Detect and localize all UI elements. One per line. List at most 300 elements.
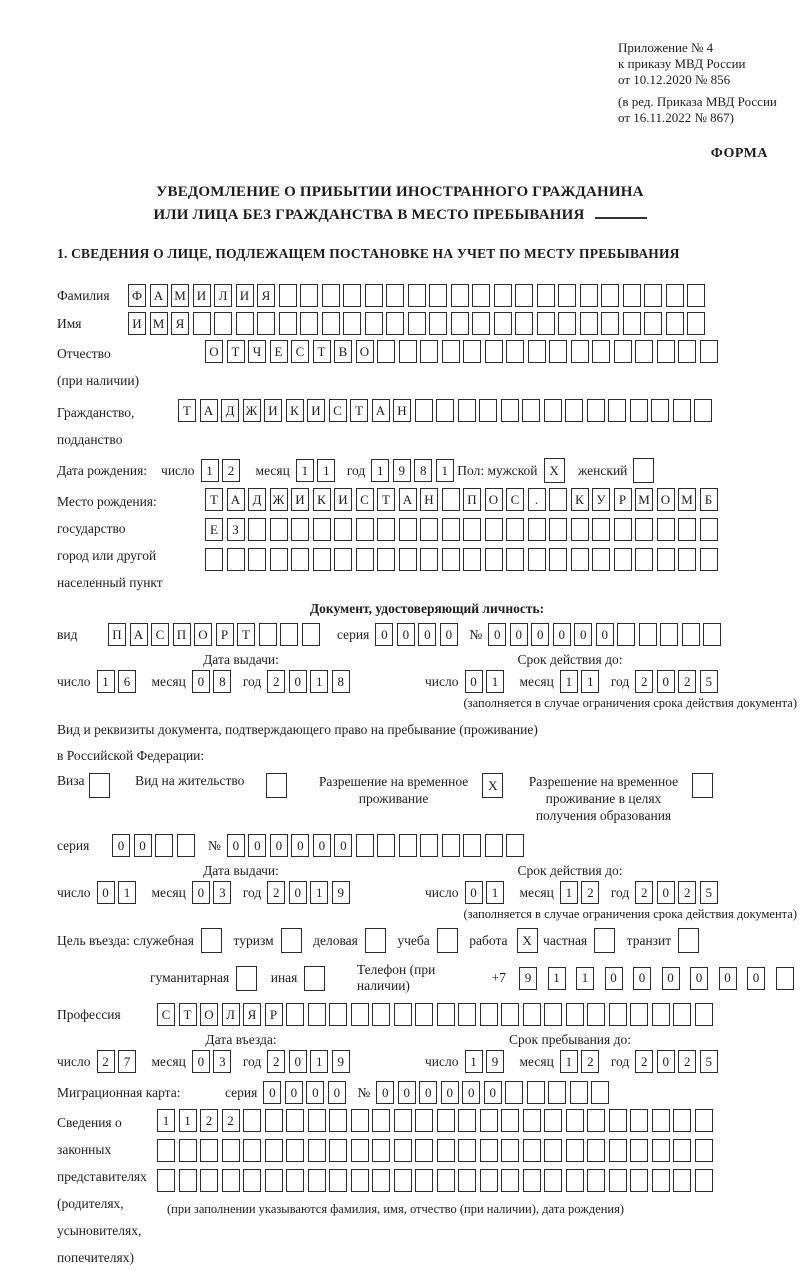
char-box <box>623 312 641 335</box>
char-box <box>463 548 481 571</box>
char-box <box>544 399 562 422</box>
patronymic-label <box>57 340 205 394</box>
char-box: Т <box>350 399 368 422</box>
stay-day-cells <box>465 1050 508 1073</box>
char-box <box>265 1109 283 1132</box>
char-box <box>408 312 426 335</box>
char-box <box>436 399 454 422</box>
char-box <box>523 1139 541 1162</box>
char-box <box>89 773 110 798</box>
char-box <box>279 312 297 335</box>
birth-month-label: месяц <box>255 462 290 478</box>
char-box: М <box>150 312 168 335</box>
char-box: . <box>528 488 546 511</box>
char-box: 5 <box>700 1050 718 1073</box>
char-box <box>537 284 555 307</box>
char-box <box>356 834 374 857</box>
purpose-business-label: деловая <box>313 932 358 948</box>
char-box <box>523 1169 541 1192</box>
char-box <box>571 548 589 571</box>
char-box: 1 <box>465 1050 483 1073</box>
char-box: М <box>635 488 653 511</box>
char-box <box>420 834 438 857</box>
char-box <box>571 518 589 541</box>
char-box <box>334 518 352 541</box>
visa-label: Виза <box>57 773 85 788</box>
char-box: 0 <box>531 623 549 646</box>
migration-series-label: серия <box>225 1084 258 1100</box>
char-box <box>408 284 426 307</box>
char-box <box>673 1003 691 1026</box>
profession-cells <box>157 1003 716 1026</box>
char-box <box>377 834 395 857</box>
field-birthplace <box>57 488 797 596</box>
char-box: О <box>356 340 374 363</box>
char-box <box>652 1139 670 1162</box>
char-box: 9 <box>519 967 537 990</box>
purpose-private-checkbox <box>587 928 619 953</box>
appendix-header <box>618 40 777 126</box>
char-box <box>399 548 417 571</box>
char-box: С <box>329 399 347 422</box>
day-label: число <box>425 1053 459 1069</box>
firstname-cells <box>128 312 709 335</box>
char-box <box>437 1109 455 1132</box>
char-box <box>609 1109 627 1132</box>
char-box: Ж <box>270 488 288 511</box>
char-box <box>700 340 718 363</box>
entry-date-header: Дата въезда: <box>205 1032 277 1047</box>
citizenship-label <box>57 399 178 453</box>
char-box <box>205 548 223 571</box>
permit-series-label: серия <box>57 837 90 853</box>
char-box: 0 <box>397 623 415 646</box>
char-box <box>308 1139 326 1162</box>
char-box: 0 <box>97 881 115 904</box>
purpose-business-checkbox <box>358 928 390 953</box>
char-box: Т <box>205 488 223 511</box>
char-box <box>442 488 460 511</box>
char-box <box>485 834 503 857</box>
char-box: 1 <box>310 881 328 904</box>
char-box: 1 <box>436 459 454 482</box>
appendix-line-1: Приложение № 4 <box>618 40 714 55</box>
char-box: 2 <box>635 1050 653 1073</box>
char-box <box>442 548 460 571</box>
char-box <box>566 1139 584 1162</box>
doc-type-label: вид <box>57 626 78 642</box>
char-box: Р <box>216 623 234 646</box>
char-box <box>458 1169 476 1192</box>
char-box <box>485 518 503 541</box>
doc-issue-month-cells <box>192 670 235 693</box>
char-box <box>570 1081 588 1104</box>
char-box <box>372 1169 390 1192</box>
char-box <box>587 1003 605 1026</box>
char-box: 0 <box>488 623 506 646</box>
field-patronymic <box>57 340 797 394</box>
char-box <box>608 399 626 422</box>
birthplace-cells <box>205 488 721 578</box>
representatives-label-line4: (родителях, <box>57 1196 124 1211</box>
char-box: Ф <box>128 284 146 307</box>
char-box: И <box>236 284 254 307</box>
char-box: 1 <box>548 967 566 990</box>
char-box: 0 <box>270 834 288 857</box>
purpose-humanitarian-label: гуманитарная <box>150 970 230 985</box>
year-label: год <box>242 1053 262 1069</box>
sex-male-label: Пол: мужской <box>457 462 538 478</box>
char-box <box>678 518 696 541</box>
char-box <box>200 1139 218 1162</box>
char-box <box>566 1109 584 1132</box>
char-box: 0 <box>134 834 152 857</box>
char-box: 2 <box>581 881 599 904</box>
char-box: С <box>151 623 169 646</box>
char-box <box>322 284 340 307</box>
char-box: 0 <box>596 623 614 646</box>
char-box <box>372 1003 390 1026</box>
doc-issue-date-header: Дата выдачи: <box>203 652 279 667</box>
char-box <box>259 623 277 646</box>
entry-day-cells <box>97 1050 140 1073</box>
char-box <box>501 1109 519 1132</box>
char-box: В <box>334 340 352 363</box>
char-box <box>329 1169 347 1192</box>
char-box <box>703 623 721 646</box>
char-box <box>201 928 222 953</box>
char-box: 0 <box>441 1081 459 1104</box>
char-box <box>687 284 705 307</box>
char-box <box>308 1003 326 1026</box>
stay-until-date <box>425 1050 721 1073</box>
representatives-row2 <box>157 1139 716 1162</box>
char-box <box>506 518 524 541</box>
purpose-official-checkbox <box>194 928 226 953</box>
birth-year-cells <box>371 459 457 482</box>
doc-number-label: № <box>469 626 483 642</box>
birth-month-cells <box>296 459 339 482</box>
char-box <box>571 340 589 363</box>
char-box <box>356 518 374 541</box>
char-box <box>666 312 684 335</box>
char-box: 9 <box>393 459 411 482</box>
char-box: 0 <box>510 623 528 646</box>
char-box: О <box>657 488 675 511</box>
char-box: X <box>517 928 538 953</box>
char-box <box>694 399 712 422</box>
char-box <box>442 518 460 541</box>
sex-female-label: женский <box>578 462 628 478</box>
char-box <box>614 340 632 363</box>
char-box <box>506 340 524 363</box>
char-box: 9 <box>332 1050 350 1073</box>
char-box <box>322 312 340 335</box>
char-box <box>415 1139 433 1162</box>
temp-permit-checkbox <box>482 773 507 798</box>
char-box: 0 <box>553 623 571 646</box>
char-box: 2 <box>267 1050 285 1073</box>
char-box <box>351 1003 369 1026</box>
char-box: 0 <box>657 670 675 693</box>
representatives-note: (при заполнении указываются фамилия, имя, отчество (при наличии), дата рождения) <box>167 1202 625 1216</box>
char-box: 0 <box>465 670 483 693</box>
surname-cells <box>128 284 709 307</box>
char-box <box>566 1169 584 1192</box>
char-box: Р <box>265 1003 283 1026</box>
char-box <box>243 1169 261 1192</box>
sex-male-checkbox <box>544 458 569 483</box>
char-box: С <box>157 1003 175 1026</box>
char-box: С <box>506 488 524 511</box>
char-box: 0 <box>462 1081 480 1104</box>
char-box <box>442 340 460 363</box>
char-box <box>652 1003 670 1026</box>
char-box: 1 <box>296 459 314 482</box>
char-box: 2 <box>200 1109 218 1132</box>
char-box: 1 <box>560 670 578 693</box>
char-box <box>257 312 275 335</box>
char-box <box>678 340 696 363</box>
char-box <box>265 1169 283 1192</box>
month-label: месяц <box>151 1053 186 1069</box>
char-box <box>527 1081 545 1104</box>
doc-valid-until <box>425 670 721 693</box>
residence-doc-heading2: в Российской Федерации: <box>57 748 205 763</box>
char-box <box>587 399 605 422</box>
month-label: месяц <box>151 673 186 689</box>
char-box <box>614 518 632 541</box>
firstname-label: Имя <box>57 315 82 331</box>
char-box <box>308 1169 326 1192</box>
representatives-label-line5: усыновителях, <box>57 1223 142 1238</box>
char-box: 1 <box>97 670 115 693</box>
char-box: У <box>592 488 610 511</box>
char-box: Т <box>377 488 395 511</box>
char-box <box>652 1169 670 1192</box>
char-box <box>193 312 211 335</box>
profession-label: Профессия <box>57 1006 121 1022</box>
char-box <box>657 340 675 363</box>
char-box <box>286 1139 304 1162</box>
char-box <box>506 548 524 571</box>
char-box: 0 <box>192 1050 210 1073</box>
option-residence-permit <box>135 773 291 798</box>
char-box: 8 <box>332 670 350 693</box>
char-box <box>501 1003 519 1026</box>
representatives-row3 <box>157 1169 716 1192</box>
char-box <box>377 340 395 363</box>
day-label: число <box>425 884 459 900</box>
birth-year-label: год <box>346 462 366 478</box>
char-box: С <box>356 488 374 511</box>
char-box <box>544 1139 562 1162</box>
representatives-label-line6: попечителях) <box>57 1250 134 1265</box>
char-box <box>617 623 635 646</box>
permit-type-options <box>57 773 797 824</box>
char-box <box>692 773 713 798</box>
char-box: А <box>150 284 168 307</box>
char-box: О <box>485 488 503 511</box>
char-box: 0 <box>263 1081 281 1104</box>
sex-female-checkbox <box>633 458 658 483</box>
char-box <box>458 1003 476 1026</box>
purpose-work-label: работа <box>469 932 508 948</box>
char-box: И <box>291 488 309 511</box>
char-box <box>695 1139 713 1162</box>
char-box <box>248 548 266 571</box>
purpose-official-label: Цель въезда: служебная <box>57 932 194 948</box>
char-box <box>451 284 469 307</box>
char-box <box>549 488 567 511</box>
char-box <box>666 284 684 307</box>
char-box: Ч <box>248 340 266 363</box>
char-box <box>700 548 718 571</box>
char-box: О <box>200 1003 218 1026</box>
char-box <box>313 518 331 541</box>
char-box: 0 <box>285 1081 303 1104</box>
char-box: 0 <box>657 881 675 904</box>
edu-permit-label-line1: Разрешение на временное <box>528 774 679 789</box>
section-1-heading: 1. СВЕДЕНИЯ О ЛИЦЕ, ПОДЛЕЖАЩЕМ ПОСТАНОВКЕ НА УЧЕТ ПО МЕСТУ ПРЕБЫВАНИЯ <box>57 246 680 261</box>
char-box <box>351 1139 369 1162</box>
patronymic-label-line1: Отчество <box>57 346 111 361</box>
char-box <box>415 1169 433 1192</box>
char-box <box>227 548 245 571</box>
char-box <box>334 548 352 571</box>
birthplace-row3 <box>205 548 721 571</box>
edition-line-2: от 16.11.2022 № 867) <box>618 110 735 125</box>
char-box <box>501 1139 519 1162</box>
char-box <box>673 399 691 422</box>
char-box: 0 <box>328 1081 346 1104</box>
char-box: 0 <box>574 623 592 646</box>
char-box: 2 <box>267 670 285 693</box>
char-box: 0 <box>192 670 210 693</box>
char-box <box>678 928 699 953</box>
representatives-label-line2: законных <box>57 1142 112 1157</box>
edition-line-1: (в ред. Приказа МВД России <box>618 94 777 109</box>
doc-valid-year-cells <box>635 670 721 693</box>
char-box <box>657 518 675 541</box>
char-box <box>437 1003 455 1026</box>
char-box <box>480 1003 498 1026</box>
char-box <box>700 518 718 541</box>
char-box <box>523 1003 541 1026</box>
year-label: год <box>242 884 262 900</box>
char-box <box>279 284 297 307</box>
char-box: 1 <box>560 881 578 904</box>
char-box: Н <box>393 399 411 422</box>
char-box <box>302 623 320 646</box>
edu-permit-label-line3: получения образования <box>535 808 672 823</box>
doc-issue-day-cells <box>97 670 140 693</box>
char-box <box>630 1169 648 1192</box>
char-box: Д <box>248 488 266 511</box>
permit-issue-day-cells <box>97 881 140 904</box>
entry-month-cells <box>192 1050 235 1073</box>
char-box: 0 <box>605 967 623 990</box>
char-box <box>399 518 417 541</box>
doc-issue-date <box>57 670 425 693</box>
char-box: Т <box>313 340 331 363</box>
char-box <box>673 1139 691 1162</box>
purpose-transit-label: транзит <box>626 932 672 948</box>
char-box: 0 <box>112 834 130 857</box>
char-box: П <box>463 488 481 511</box>
doc-dates <box>57 670 797 693</box>
char-box <box>243 1139 261 1162</box>
char-box <box>266 773 287 798</box>
residence-doc-heading1: Вид и реквизиты документа, подтверждающего право на пребывание (проживание) <box>57 722 538 737</box>
char-box: А <box>227 488 245 511</box>
char-box <box>415 399 433 422</box>
char-box <box>565 399 583 422</box>
char-box <box>614 548 632 571</box>
char-box <box>587 1139 605 1162</box>
char-box: 0 <box>289 670 307 693</box>
permit-valid-until <box>425 881 721 904</box>
char-box: С <box>291 340 309 363</box>
char-box: Я <box>171 312 189 335</box>
char-box: Т <box>237 623 255 646</box>
migration-card-label: Миграционная карта: <box>57 1084 181 1100</box>
purpose-tourism-label: туризм <box>233 932 274 948</box>
month-label: месяц <box>519 673 554 689</box>
patronymic-label-line2: (при наличии) <box>57 373 140 388</box>
char-box: 1 <box>310 670 328 693</box>
char-box: Л <box>214 284 232 307</box>
char-box <box>528 548 546 571</box>
visa-checkbox <box>89 773 114 798</box>
char-box <box>243 1109 261 1132</box>
char-box: 2 <box>678 670 696 693</box>
char-box: 3 <box>213 1050 231 1073</box>
char-box <box>609 1003 627 1026</box>
char-box <box>343 284 361 307</box>
option-visa <box>57 773 113 798</box>
char-box: 5 <box>700 670 718 693</box>
char-box <box>651 399 669 422</box>
char-box <box>386 284 404 307</box>
char-box: 0 <box>690 967 708 990</box>
year-label: год <box>610 673 630 689</box>
char-box <box>300 284 318 307</box>
char-box: П <box>108 623 126 646</box>
char-box: 0 <box>747 967 765 990</box>
doc-series-cells <box>375 623 461 646</box>
day-label: число <box>57 884 91 900</box>
purpose-study-checkbox <box>430 928 462 953</box>
char-box: 0 <box>375 623 393 646</box>
purpose-row-1 <box>57 928 797 953</box>
permit-date-headers <box>57 863 797 879</box>
char-box: 2 <box>222 1109 240 1132</box>
permit-issue-month-cells <box>192 881 235 904</box>
citizenship-cells <box>178 399 716 422</box>
char-box: Е <box>205 518 223 541</box>
temp-permit-label-line2: проживание <box>358 791 429 806</box>
char-box <box>592 518 610 541</box>
char-box <box>394 1169 412 1192</box>
char-box: 1 <box>179 1109 197 1132</box>
char-box: Т <box>179 1003 197 1026</box>
char-box: 2 <box>222 459 240 482</box>
field-surname <box>57 284 797 307</box>
char-box <box>623 284 641 307</box>
char-box: И <box>307 399 325 422</box>
char-box <box>480 1139 498 1162</box>
